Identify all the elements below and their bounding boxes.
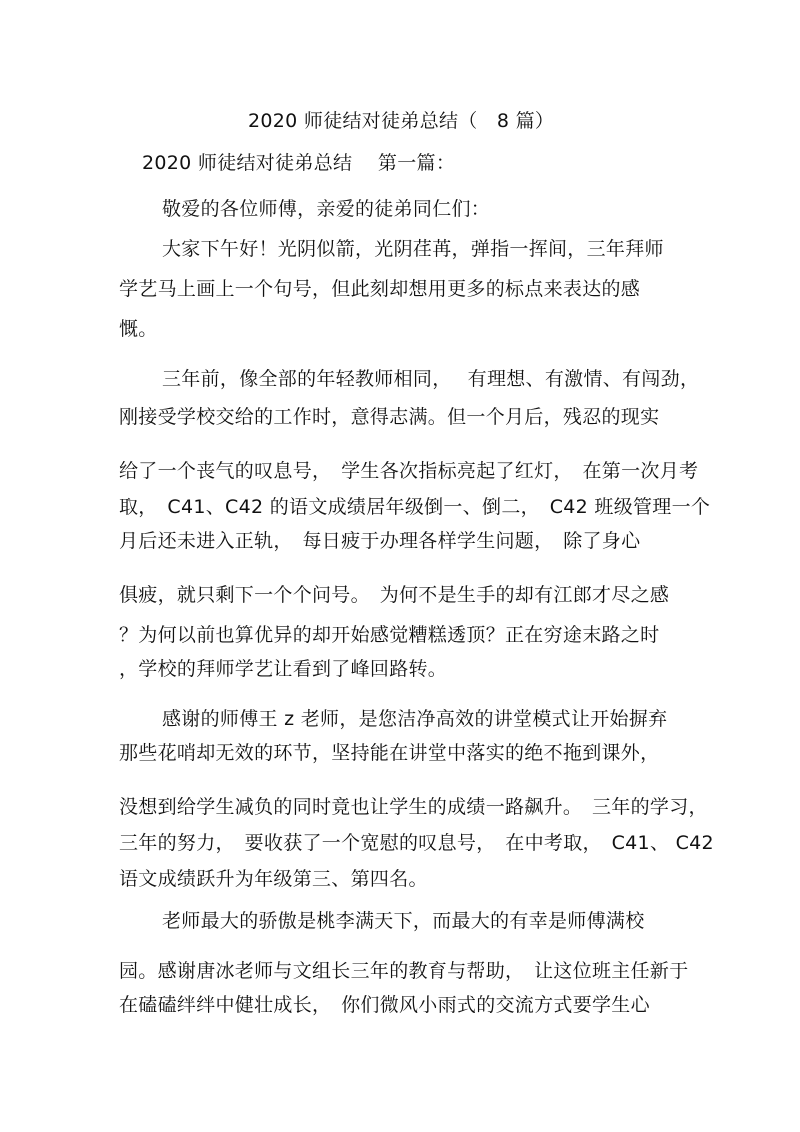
paragraph-line: 月后还未进入正轨， 每日疲于办理各样学生问题， 除了身心 (119, 530, 641, 552)
paragraph-line: 感谢的师傅王 z 老师，是您洁净高效的讲堂模式让开始摒弃 (162, 708, 668, 730)
paragraph-line: 大家下午好！光阴似箭，光阴荏苒，弹指一挥间，三年拜师 (162, 238, 664, 260)
paragraph-line: 刚接受学校交给的工作时，意得志满。但一个月后，残忍的现实 (119, 406, 660, 428)
paragraph-line: 慨。 (119, 318, 158, 340)
paragraph-line: ，学校的拜师学艺让看到了峰回路转。 (119, 658, 448, 680)
paragraph-line: 取， C41、C42 的语文成绩居年级倒一、倒二， C42 班级管理一个 (119, 496, 711, 518)
paragraph-line: 三年前，像全部的年轻教师相同， 有理想、有激情、有闯劲， (162, 368, 700, 390)
paragraph-line: 那些花哨却无效的环节，坚持能在讲堂中落实的绝不拖到课外， (119, 742, 660, 764)
document-title: 2020 师徒结对徒弟总结（ 8 篇） (248, 110, 555, 132)
paragraph-line: ？为何以前也算优异的却开始感觉糟糕透顶？正在穷途末路之时 (119, 624, 660, 646)
paragraph-line: 没想到给学生减负的同时竟也让学生的成绩一路飙升。 三年的学习， (119, 796, 708, 818)
paragraph-line: 俱疲，就只剩下一个个问号。 为何不是生手的却有江郎才尽之感 (119, 584, 670, 606)
paragraph-line: 学艺马上画上一个句号，但此刻却想用更多的标点来表达的感 (119, 278, 641, 300)
paragraph-line: 园。感谢唐冰老师与文组长三年的教育与帮助， 让这位班主任新于 (119, 960, 689, 982)
paragraph-line: 三年的努力， 要收获了一个宽慰的叹息号， 在中考取， C41、 C42 (119, 832, 714, 854)
paragraph-line: 老师最大的骄傲是桃李满天下，而最大的有幸是师傅满校 (162, 910, 645, 932)
paragraph-line: 语文成绩跃升为年级第三、第四名。 (119, 868, 428, 890)
paragraph-line: 给了一个丧气的叹息号， 学生各次指标亮起了红灯， 在第一次月考 (119, 460, 699, 482)
paragraph-line: 在磕磕绊绊中健壮成长， 你们微风小雨式的交流方式要学生心 (119, 994, 650, 1016)
salutation: 敬爱的各位师傅，亲爱的徒弟同仁们： (162, 198, 491, 220)
section-heading: 2020 师徒结对徒弟总结 第一篇： (142, 152, 456, 174)
